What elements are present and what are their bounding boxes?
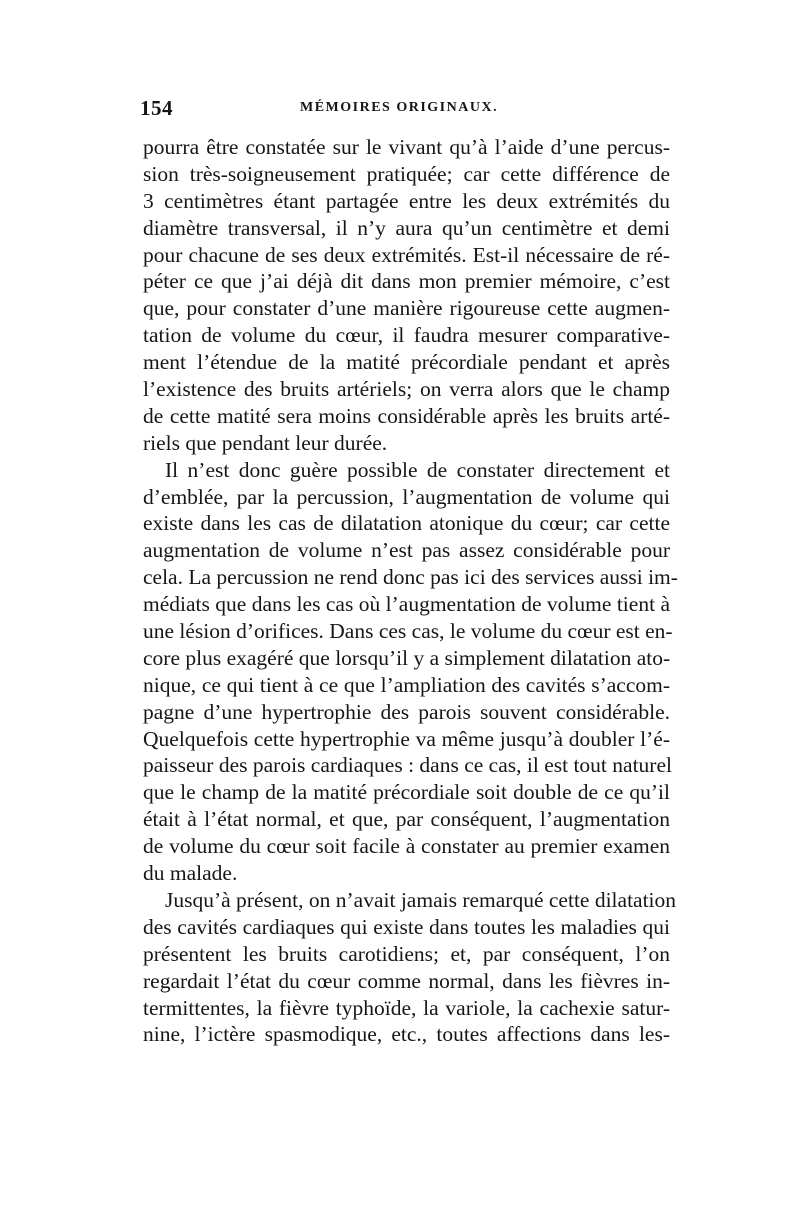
text-line: regardait l’état du cœur comme normal, dans les fièvres in-: [143, 968, 670, 993]
text-line: pourra être constatée sur le vivant qu’à l’aide d’une percus-: [143, 135, 670, 159]
text-line: tation de volume du cœur, il faudra mesurer comparative-: [143, 323, 670, 348]
body-text: [143, 134, 678, 1048]
text-line: 3 centimètres étant partagée entre les deux extrémités du: [143, 188, 670, 213]
text-line: de volume du cœur soit facile à constater au premier examen: [143, 834, 670, 859]
text-line: Quelquefois cette hypertrophie va même jusqu’à doubler l’é-: [143, 726, 670, 751]
text-line: d’emblée, par la percussion, l’augmentation de volume qui: [143, 484, 670, 509]
text-line: des cavités cardiaques qui existe dans toutes les maladies qui: [143, 914, 670, 939]
text-line: l’existence des bruits artériels; on verra alors que le champ: [143, 377, 670, 402]
text-line: était à l’état normal, et que, par conséquent, l’augmentation: [143, 807, 670, 832]
text-line: cela. La percussion ne rend donc pas ici des services aussi im-: [143, 565, 678, 590]
text-line: termittentes, la fièvre typhoïde, la variole, la cachexie satur-: [143, 995, 670, 1020]
text-line: nique, ce qui tient à ce que l’ampliation des cavités s’accom-: [143, 672, 670, 697]
text-line: péter ce que j’ai déjà dit dans mon premier mémoire, c’est: [143, 269, 670, 294]
text-line: que, pour constater d’une manière rigoureuse cette augmen-: [143, 296, 670, 321]
text-line: de cette matité sera moins considérable après les bruits arté-: [143, 403, 670, 428]
text-line: ment l’étendue de la matité précordiale pendant et après: [143, 350, 670, 375]
text-line: diamètre transversal, il n’y aura qu’un centimètre et demi: [143, 215, 670, 240]
text-line: Jusqu’à présent, on n’avait jamais remarqué cette dilatation: [165, 887, 677, 912]
text-line: médiats que dans les cas où l’augmentation de volume tient à: [143, 592, 670, 617]
page-number: 154: [140, 96, 173, 120]
running-head: MÉMOIRES ORIGINAUX.: [300, 100, 499, 115]
text-line: pagne d’une hypertrophie des parois souvent considérable.: [143, 699, 670, 724]
text-line: core plus exagéré que lorsqu’il y a simplement dilatation ato-: [143, 645, 671, 670]
text-line: augmentation de volume n’est pas assez considérable pour: [143, 538, 670, 563]
text-line: présentent les bruits carotidiens; et, par conséquent, l’on: [143, 941, 670, 966]
text-line: une lésion d’orifices. Dans ces cas, le volume du cœur est en-: [143, 619, 673, 644]
page-header: [140, 96, 670, 126]
text-line: existe dans les cas de dilatation atonique du cœur; car cette: [143, 511, 670, 536]
text-line: du malade.: [143, 861, 238, 886]
text-line: riels que pendant leur durée.: [143, 430, 388, 455]
text-line: pour chacune de ses deux extrémités. Est-il nécessaire de ré-: [143, 242, 670, 267]
text-line: que le champ de la matité précordiale soit double de ce qu’il: [143, 780, 670, 805]
text-line: nine, l’ictère spasmodique, etc., toutes affections dans les-: [143, 1022, 670, 1047]
text-line: Il n’est donc guère possible de constater directement et: [165, 457, 670, 482]
text-line: paisseur des parois cardiaques : dans ce cas, il est tout naturel: [143, 753, 672, 778]
text-line: sion très-soigneusement pratiquée; car cette différence de: [143, 161, 670, 186]
